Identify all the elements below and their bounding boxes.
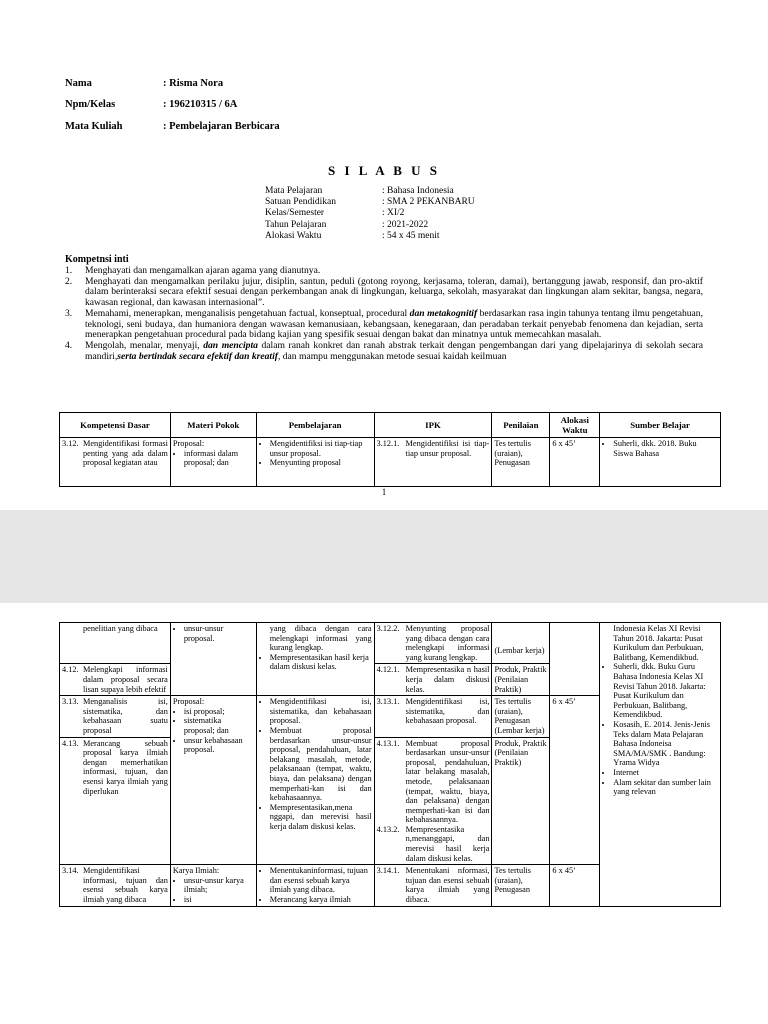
- cell-sumber: Indonesia Kelas XI Revisi Tahun 2018. Jakarta: Pusat Kurikulum dan Perbukuan, Balitbang, Kemendikbud. • Suherli, dkk. Buku Guru Bahasa Indonesia Kelas XI Revisi Tahun 2018. Jakarta: Pusat Kurikulum dan Perbukuan, Balitbang, Kemendikbud. • Kosasih, E. 2014. Jenis-Jenis Teks dalam Mata Pelajaran Bahasa Indoneisa SMA/MA/SMK . Bandung: Yrama Widya • Internet • Alam sekitar dan sumber lain yang relevan: [600, 623, 721, 907]
- header-ipk: IPK: [374, 413, 492, 438]
- identity-course-row: Mata Kuliah : Pembelajaran Berbicara: [65, 121, 280, 132]
- header-pembelajaran: Pembelajaran: [256, 413, 374, 438]
- meta-row: Alokasi Waktu : 54 x 45 menit: [265, 230, 440, 241]
- meta-row: Tahun Pelajaran : 2021-2022: [265, 219, 429, 230]
- identity-npm-row: Npm/Kelas : 196210315 / 6A: [65, 99, 238, 110]
- cell-penilaian: Produk, Praktik (Penilaian Praktik): [492, 664, 550, 696]
- table-row: [60, 438, 721, 487]
- header-alokasi-waktu: Alokasi Waktu: [550, 413, 600, 438]
- cell-materi: • unsur-unsur proposal.: [170, 623, 256, 696]
- cell-penilaian: (Lembar kerja): [492, 623, 550, 664]
- cell-kd: 3.13. Menganalisis isi, sistematika, dan kebahasaan suatu proposal: [60, 696, 171, 737]
- cell-ipk: 3.14.1. Menentukani nformasi, tujuan dan esensi sebuah karya ilmiah yang dibaca.: [374, 865, 492, 906]
- cell-penilaian: Tes tertulis (uraian), Penugasan (Lembar kerja): [492, 696, 550, 737]
- cell-materi: Proposal: • isi proposal; • sistematika proposal; dan • unsur kebahasaan proposal.: [170, 696, 256, 865]
- cell-waktu: 6 x 45’: [550, 865, 600, 906]
- cell-penilaian: Tes tertulis (uraian), Penugasan: [492, 438, 550, 487]
- syllabus-table-continued: [59, 622, 721, 907]
- cell-ipk: 3.12.2. Menyunting proposal yang dibaca dengan cara melengkapi informasi yang kurang lengkap.: [374, 623, 492, 664]
- header-sumber-belajar: Sumber Belajar: [600, 413, 721, 438]
- ki-item: 3. Memahami, menerapkan, menganalisis pengetahuan factual, konseptual, procedural dan metakognitif berdasarkan rasa ingin tahunya tentang ilmu pengetahuan, teknologi, seni budaya, dan humaniora dengan wawasan kemanusiaan, kebangsaan, kenegaraan, dan peradaban terkait penyebab fenomena dan kejadian, serta menerapkan pengetahuan procedural pada bidang kajian yang spesifik sesuai dengan bakat dan minatnya untuk memecahkan masalah.: [65, 307, 704, 341]
- identity-name-row: Nama : Risma Nora: [65, 78, 224, 89]
- syllabus-table: [59, 412, 721, 487]
- cell-ipk: 4.13.1. Membuat proposal berdasarkan unsur-unsur proposal, pendahuluan, latar belakang masalah, metode, pelaksanaan (tempat, waktu, biaya, dan pelaksana) dengan memperhati-kan isi dan kebahasaannya. 4.13.2. Mempresentasika n,menanggapi, dan merevisi hasil kerja dalam diskusi kelas.: [374, 737, 492, 865]
- cell-materi: Karya Ilmiah: • unsur-unsur karya ilmiah; • isi: [170, 865, 256, 906]
- ki-list: [65, 266, 703, 362]
- document-title: S I L A B U S: [328, 163, 440, 178]
- ki-item: 4. Mengolah, menalar, menyaji, dan mencipta dalam ranah konkret dan ranah abstrak terkait dengan pengembangan dari yang dipelajarinya di sekolah secara mandiri,serta bertindak secara efektif dan kreatif, dan mampu menggunakan metode sesuai kaidah keilmuan: [65, 339, 703, 362]
- cell-waktu: [550, 623, 600, 696]
- meta-row: Kelas/Semester : XI/2: [265, 208, 405, 219]
- cell-waktu: 6 x 45’: [550, 696, 600, 865]
- cell-ipk: 4.12.1. Mempresentasika n hasil kerja dalam diskusi kelas.: [374, 664, 492, 696]
- cell-kd: penelitian yang dibaca: [60, 623, 171, 664]
- cell-kd: 4.12. Melengkapi informasi dalam proposal secara lisan supaya lebih efektif: [60, 664, 171, 696]
- header-penilaian: Penilaian: [492, 413, 550, 438]
- cell-ipk: 3.12.1. Mengidentifiksi isi tiap-tiap unsur proposal.: [374, 438, 492, 487]
- cell-waktu: 6 x 45’: [550, 438, 600, 487]
- ki-item: 2. Menghayati dan mengamalkan perilaku jujur, disiplin, santun, peduli (gotong royong, kerjasama, toleran, damai), bertanggung jawab, responsif, dan pro-aktif dalam berinteraksi secara efektif sesuai dengan perkembangan anak di lingkungan, keluarga, sekolah, masyarakat dan lingkungan alam sekitar, bangsa, negara, kawasan regional, dan kawasan internasional”.: [65, 275, 703, 309]
- syllabus-meta: [265, 186, 475, 242]
- page-number: 1: [381, 487, 387, 497]
- meta-row: Satuan Pendidikan : SMA 2 PEKANBARU: [265, 197, 475, 208]
- header-materi-pokok: Materi Pokok: [170, 413, 256, 438]
- cell-penilaian: Produk, Praktik (Penilaian Praktik): [492, 737, 550, 865]
- cell-materi: Proposal: • informasi dalam proposal; dan: [170, 438, 256, 487]
- cell-pembelajaran: • Mengidentifiksi isi tiap-tiap unsur proposal. • Menyunting proposal: [256, 438, 374, 487]
- cell-kd: 3.14. Mengidentifikasi informasi, tujuan dan esensi sebuah karya ilmiah yang dibaca: [60, 865, 171, 906]
- cell-kd: 4.13. Merancang sebuah proposal karya ilmiah dengan memerhatikan informasi, tujuan, dan esensi karya ilmiah yang diperlukan: [60, 737, 171, 865]
- cell-pembelajaran: • Mengidentifikasi isi, sistematika, dan kebahasaan proposal. • Membuat proposal berdasarkan unsur-unsur proposal, pendahuluan, latar belakang masalah, metode, pelaksanaan (tempat, waktu, biaya, dan pelaksana) dengan memperhati-kan isi dan kebahasaannya. • Mempresentasikan,mena nggapi, dan merevisi hasil kerja dalam diskusi kelas.: [256, 696, 374, 865]
- page-1: [0, 0, 768, 510]
- table-row: [60, 623, 721, 664]
- page-2: [0, 603, 768, 1024]
- cell-ipk: 3.13.1. Mengidentifikasi isi, sistematika, dan kebahasaan proposal.: [374, 696, 492, 737]
- meta-row: Mata Pelajaran : Bahasa Indonesia: [265, 186, 454, 196]
- cell-penilaian: Tes tertulis (uraian), Penugasan: [492, 865, 550, 906]
- header-kompetensi-dasar: Kompetensi Dasar: [60, 413, 171, 438]
- cell-pembelajaran: yang dibaca dengan cara melengkapi informasi yang kurang lengkap. • Mempresentasikan hasil kerja dalam diskusi kelas.: [256, 623, 374, 696]
- table-header-row: [60, 413, 721, 438]
- cell-kd: 3.12. Mengidentifikasi formasi penting yang ada dalam proposal kegiatan atau: [60, 438, 171, 487]
- ki-heading: Kompetnsi inti: [65, 254, 129, 265]
- cell-pembelajaran: • Menentukaninformasi, tujuan dan esensi sebuah karya ilmiah yang dibaca. • Merancang karya ilmiah: [256, 865, 374, 906]
- cell-sumber: • Suherli, dkk. 2018. Buku Siswa Bahasa: [600, 438, 721, 487]
- ki-item: 1. Menghayati dan mengamalkan ajaran agama yang dianutnya.: [65, 265, 321, 276]
